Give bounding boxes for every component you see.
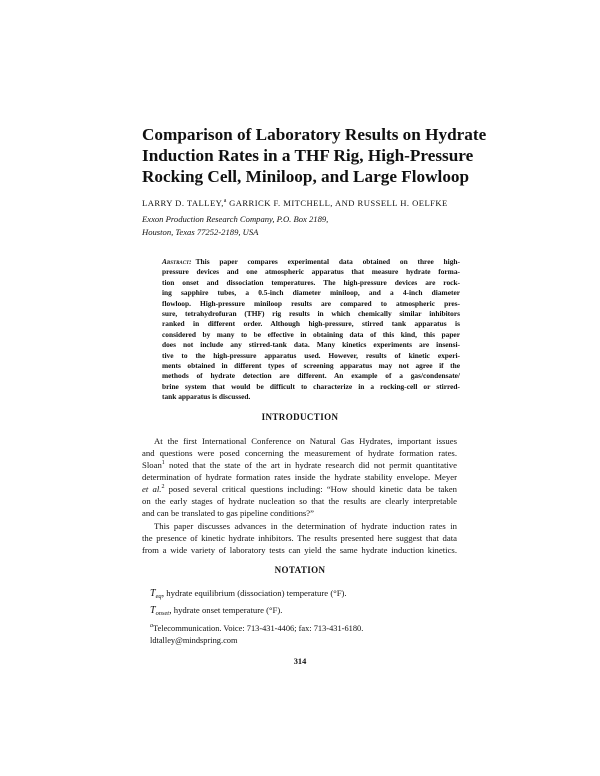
abstract-line: Abstract: This paper compares experimental data obtained on three high- — [162, 257, 460, 266]
abstract-heading: Abstract: — [162, 257, 192, 266]
footnote — [150, 620, 363, 647]
notation-list — [150, 587, 347, 620]
footnote-line: $^a$Telecommunication. Voice: 713-431-4406; fax: 713-431-6180. — [150, 623, 364, 633]
text-line: et al.$^2$ posed several critical questions including: “How should kinetic data be taken — [142, 484, 458, 494]
abstract-line: pressure devices and one atmospheric apparatus that measure hydrate forma- — [162, 267, 460, 277]
abstract-line: methods of hydrate detection are different. An example of a gas/condensate/ — [162, 371, 460, 381]
affiliation-line: Houston, Texas 77252-2189, USA — [142, 227, 259, 237]
footnote-mark: a — [150, 623, 153, 629]
abstract-line: sure, tetrahydrofuran (THF) rig results in which chemically similar inhibitors — [162, 309, 460, 319]
abstract-line: ranked in different order. Although high-pressure, stirred tank apparatus is — [162, 319, 460, 329]
paper-title — [142, 124, 522, 187]
abstract-line: ing sapphire tubes, a 0.5-inch diameter miniloop, and a 4-inch diameter — [162, 288, 460, 298]
page-number: 314 — [293, 657, 307, 666]
abstract-line: flowloop. High-pressure miniloop results are compared to atmospheric pres- — [162, 298, 460, 308]
notation-symbol: $T_{onset}$, — [150, 604, 172, 617]
footnote-email: ldtalley@mindspring.com — [150, 635, 238, 645]
abstract-line: tank apparatus is discussed. — [162, 392, 251, 402]
introduction-heading: INTRODUCTION — [261, 412, 339, 422]
title-line: Induction Rates in a THF Rig, High-Pressure — [142, 146, 474, 165]
introduction-paragraph-1 — [142, 435, 457, 519]
title-line: Rocking Cell, Miniloop, and Large Flowloop — [142, 167, 470, 186]
title-line: Comparison of Laboratory Results on Hydrate — [142, 125, 487, 144]
abstract-line: considered by many to be effective in obtaining data of this kind, this paper — [162, 329, 460, 339]
text-line: Sloan$^1$ noted that the state of the art in hydrate research did not permit quantitative — [142, 460, 457, 470]
author-rest: GARRICK F. MITCHELL, AND RUSSELL H. OELFKE — [226, 198, 448, 208]
introduction-paragraph-2 — [142, 520, 457, 556]
abstract — [162, 257, 460, 403]
notation-symbol: $T_{eq}$, — [150, 588, 165, 600]
abstract-line: does not include any stirred-tank data. Many kinetics experiments are insensi- — [162, 340, 460, 350]
text-line: At the first International Conference on Natural Gas Hydrates, important issues — [154, 436, 457, 446]
text-line: and questions were posed concerning the measurement of hydrate formation rates. — [142, 448, 457, 458]
citation-ref: 1 — [161, 460, 165, 467]
author-list — [142, 198, 448, 208]
text-line: This paper discusses advances in the determination of hydrate induction rates in — [154, 521, 457, 531]
citation-ref: 2 — [161, 484, 165, 491]
notation-definition: hydrate equilibrium (dissociation) temperature (°F). — [166, 588, 347, 598]
text-line: on the early stages of hydrate nucleation so that the results are clearly interpretable — [142, 496, 457, 506]
author-first: LARRY D. TALLEY, — [142, 198, 224, 208]
notation-item — [150, 587, 347, 604]
text-line: determination of hydrate formation rates inside the hydrate stability envelope. Meyer — [142, 472, 457, 482]
abstract-line: brine system that would be difficult to characterize in a rocking-cell or stirred- — [162, 381, 460, 391]
text-line: the presence of kinetic hydrate inhibitors. The results presented here suggest that data — [142, 533, 457, 543]
abstract-line: tive to the high-pressure apparatus used. However, results of kinetic experi- — [162, 350, 460, 360]
text-line: and can be translated to gas pipeline conditions?” — [142, 508, 315, 518]
abstract-line: tion onset and dissociation temperatures. The high-pressure devices are rock- — [162, 277, 460, 287]
author-footnote-mark: a — [223, 198, 227, 205]
text-line: from a wide variety of laboratory tests can yield the same hydrate induction kinetics. — [142, 545, 457, 555]
affiliation — [142, 213, 328, 239]
notation-heading: NOTATION — [274, 565, 326, 575]
notation-definition: hydrate onset temperature (°F). — [173, 604, 283, 615]
notation-item — [150, 604, 347, 621]
abstract-line: ments obtained in different types of screening apparatus may not agree if the — [162, 361, 460, 371]
affiliation-line: Exxon Production Research Company, P.O. Box 2189, — [142, 214, 329, 224]
